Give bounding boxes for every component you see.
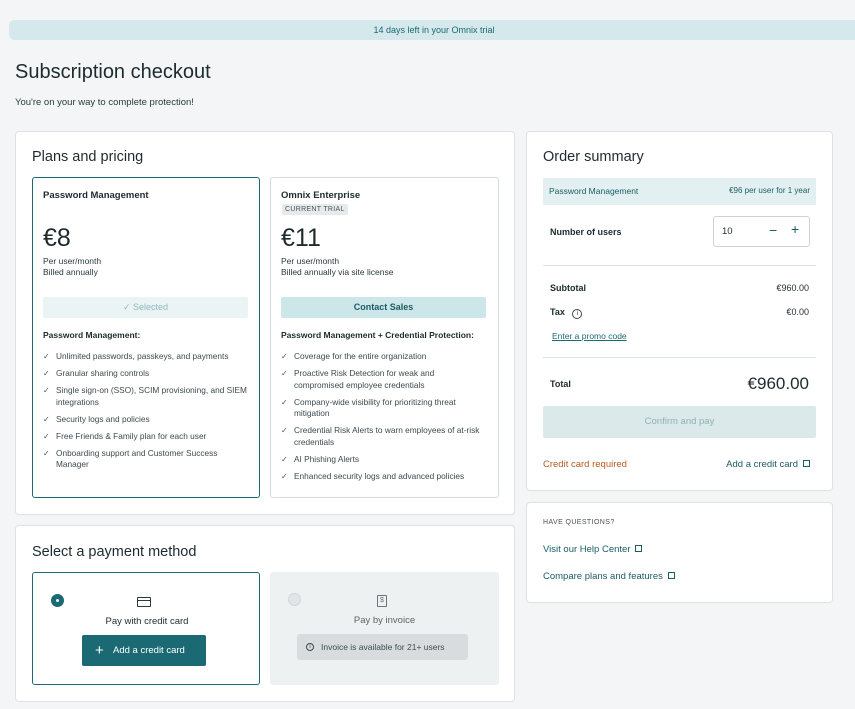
check-icon: ✓ (43, 431, 50, 441)
info-icon[interactable]: i (572, 309, 582, 319)
page-subtitle: You're on your way to complete protection! (15, 97, 194, 108)
feature-item (43, 448, 248, 471)
feature-text: Company-wide visibility for prioritizing threat mitigation (294, 396, 456, 418)
feature-item (281, 351, 486, 363)
payment-heading: Select a payment method (32, 544, 197, 560)
current-trial-badge: CURRENT TRIAL (282, 204, 348, 215)
feature-text: Enhanced security logs and advanced policies (294, 470, 465, 481)
compare-plans-link-text: Compare plans and features (543, 571, 663, 582)
add-credit-card-link[interactable] (726, 459, 810, 470)
feature-item (281, 471, 486, 483)
check-icon: ✓ (281, 352, 288, 361)
confirm-pay-button[interactable]: Confirm and pay (543, 406, 816, 438)
feature-item (43, 414, 248, 426)
plus-icon: + (95, 642, 104, 659)
plan-name: Password Management (43, 190, 149, 201)
feature-item (281, 425, 486, 448)
feature-text: Unlimited passwords, passkeys, and payments (56, 351, 229, 361)
features-heading: Password Management: (43, 330, 141, 340)
help-card (526, 502, 833, 603)
plan-password-management[interactable] (32, 177, 260, 498)
compare-plans-link[interactable] (543, 571, 675, 582)
pay-credit-card-option[interactable] (32, 572, 260, 685)
help-center-link-text: Visit our Help Center (543, 544, 631, 555)
check-icon: ✓ (43, 386, 50, 395)
divider (543, 265, 816, 266)
credit-card-icon (137, 597, 151, 607)
invoice-note-text: Invoice is available for 21+ users (321, 642, 445, 652)
help-heading: HAVE QUESTIONS? (543, 519, 615, 526)
tax-label-text: Tax (550, 307, 565, 317)
check-icon: ✓ (281, 454, 288, 464)
check-icon: ✓ (281, 369, 288, 378)
total-label: Total (550, 379, 571, 389)
info-icon: i (306, 643, 314, 651)
trial-banner: 14 days left in your Omnix trial (9, 20, 855, 40)
check-icon: ✓ (43, 369, 50, 378)
pay-invoice-label: Pay by invoice (353, 615, 416, 626)
feature-item (43, 431, 248, 443)
invoice-note (297, 634, 468, 660)
minus-icon[interactable]: − (769, 222, 778, 238)
add-credit-card-label: Add a credit card (113, 645, 185, 656)
pay-invoice-option (270, 572, 499, 685)
feature-text: AI Phishing Alerts (294, 453, 360, 464)
feature-text: Security logs and policies (56, 413, 150, 424)
check-icon: ✓ (281, 426, 288, 435)
feature-text: Coverage for the entire organization (294, 351, 427, 361)
external-link-icon (803, 460, 810, 467)
features-list (43, 351, 248, 476)
add-credit-card-button[interactable] (82, 635, 206, 666)
plan-billed: Billed annually (43, 267, 98, 277)
check-icon: ✓ (43, 352, 50, 361)
invoice-icon: $ (377, 595, 387, 607)
plan-omnix-enterprise[interactable] (270, 177, 499, 498)
plan-price: €11 (281, 224, 321, 252)
plan-billed: Billed annually via site license (281, 267, 394, 277)
feature-text: Proactive Risk Detection for weak and compromised employee credentials (294, 368, 435, 390)
plan-price: €8 (43, 224, 71, 252)
tax-label (550, 307, 582, 319)
subtotal-label: Subtotal (550, 283, 586, 293)
feature-text: Onboarding support and Customer Success Manager (56, 447, 218, 469)
order-summary-card (526, 131, 833, 491)
users-label: Number of users (550, 227, 622, 237)
feature-text: Free Friends & Family plan for each user (56, 430, 207, 441)
order-summary-heading: Order summary (543, 149, 644, 165)
add-credit-card-link-text: Add a credit card (726, 459, 798, 470)
feature-item (43, 385, 248, 408)
contact-sales-button[interactable]: Contact Sales (281, 297, 486, 318)
summary-plan-row (543, 178, 816, 205)
radio-selected[interactable] (51, 594, 64, 607)
features-list (281, 351, 486, 488)
plan-per: Per user/month (281, 256, 340, 266)
pay-credit-card-label: Pay with credit card (105, 616, 189, 627)
feature-item (281, 368, 486, 391)
divider (543, 357, 816, 358)
total-value: €960.00 (747, 374, 809, 393)
plan-per: Per user/month (43, 256, 102, 266)
summary-plan-price: €96 per user for 1 year (729, 186, 810, 195)
users-input[interactable]: 10 (722, 226, 733, 237)
feature-item (281, 454, 486, 466)
payment-card (15, 525, 515, 702)
check-icon: ✓ (43, 414, 50, 424)
features-heading: Password Management + Credential Protection: (281, 330, 474, 340)
promo-code-link[interactable]: Enter a promo code (552, 331, 627, 341)
external-link-icon (668, 572, 675, 579)
feature-text: Single sign-on (SSO), SCIM provisioning, and SIEM integrations (56, 385, 247, 407)
summary-plan-name: Password Management (549, 186, 639, 196)
check-icon: ✓ (43, 448, 50, 458)
subtotal-value: €960.00 (776, 283, 809, 293)
external-link-icon (635, 545, 642, 552)
check-icon: ✓ (281, 397, 288, 407)
plan-name: Omnix Enterprise (281, 190, 361, 201)
selected-button: ✓ Selected (43, 297, 248, 318)
radio-disabled (288, 593, 301, 606)
plans-card (15, 131, 515, 515)
feature-item (281, 397, 486, 420)
plans-heading: Plans and pricing (32, 149, 144, 165)
card-required-text: Credit card required (543, 459, 627, 470)
check-icon: ✓ (281, 471, 288, 481)
feature-item (43, 351, 248, 363)
plus-icon[interactable]: + (791, 221, 800, 237)
help-center-link[interactable] (543, 544, 642, 555)
feature-text: Granular sharing controls (56, 368, 150, 378)
feature-text: Credential Risk Alerts to warn employees of at-risk credentials (294, 425, 480, 447)
page-title: Subscription checkout (15, 61, 211, 83)
tax-value: €0.00 (786, 307, 809, 317)
users-stepper[interactable] (713, 216, 810, 247)
feature-item (43, 368, 248, 380)
